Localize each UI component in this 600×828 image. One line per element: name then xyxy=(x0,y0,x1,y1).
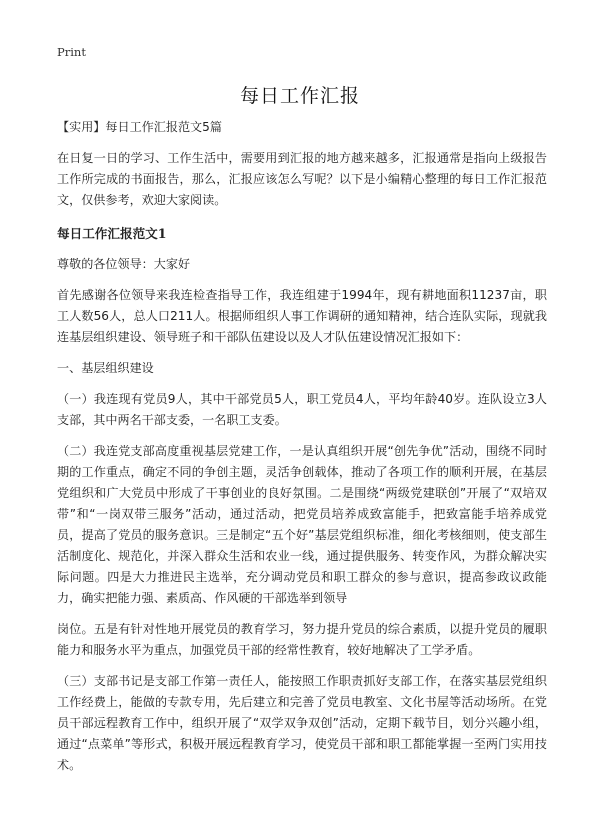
paragraph-overview: 首先感谢各位领导来我连检查指导工作，我连组建于1994年，现有耕地面积11237亩，职工人数56人，总人口211人。根据师组织人事工作调研的通知精神，结合连队实际，现就我连基层组织建设、领导班子和干部队伍建设以及人才队伍建设情况汇报如下： xyxy=(57,288,547,344)
paragraph-item-2: （二）我连党支部高度重视基层党建工作，一是认真组织开展“创先争优”活动，围绕不同时期的工作重点，确定不同的争创主题，灵活争创载体，推动了各项工作的顺利开展，在基层党组织和广大党员中形成了干事创业的良好氛围。二是围绕“两级党建联创”开展了“双培双带”和“一岗双带三服务”活动，通过活动，把党员培养成致富能手，把致富能手培养成党员，提高了党员的服务意识。三是制定“五个好”基层党组织标准，细化考核细则，使支部生活制度化、规范化，并深入群众生活和农业一线，通过提供服务、转变作风，为群众解决实际问题。四是大力推进民主选举，充分调动党员和职工群众的参与意识，提高参政议政能力，确实把能力强、素质高、作风硬的干部选举到领导 xyxy=(57,444,547,605)
section-heading: 每日工作汇报范文1 xyxy=(57,226,167,241)
page-title: 每日工作汇报 xyxy=(239,85,360,107)
print-link[interactable]: Print xyxy=(57,45,86,59)
paragraph-item-3: （三）支部书记是支部工作第一责任人，能按照工作职责抓好支部工作，在落实基层党组织工作经费上，能做的专款专用，先后建立和完善了党员电教室、文化书屋等活动场所。在党员干部远程教育工作中，组织开展了“双学双争双创”活动，定期下载节目，划分兴趣小组，通过“点菜单”等形式，积极开展远程教育学习，使党员干部和职工都能掌握一至两门实用技术。 xyxy=(57,674,547,772)
document-subtitle: 【实用】每日工作汇报范文5篇 xyxy=(57,120,222,134)
subheading-grassroots: 一、基层组织建设 xyxy=(57,361,154,375)
paragraph-item-2-continued: 岗位。五是有针对性地开展党员的教育学习，努力提升党员的综合素质，以提升党员的履职能力和服务水平为重点，加强党员干部的经常性教育，较好地解决了工学矛盾。 xyxy=(57,622,547,657)
paragraph-item-1: （一）我连现有党员9人，其中干部党员5人，职工党员4人，平均年龄40岁。连队设立3人支部，其中两名干部支委，一名职工支委。 xyxy=(57,392,547,427)
document-body xyxy=(57,117,547,776)
intro-paragraph: 在日复一日的学习、工作生活中，需要用到汇报的地方越来越多，汇报通常是指向上级报告工作所完成的书面报告，那么，汇报应该怎么写呢？以下是小编精心整理的每日工作汇报范文，仅供参考，欢迎大家阅读。 xyxy=(57,151,547,207)
greeting: 尊敬的各位领导：大家好 xyxy=(57,257,191,271)
